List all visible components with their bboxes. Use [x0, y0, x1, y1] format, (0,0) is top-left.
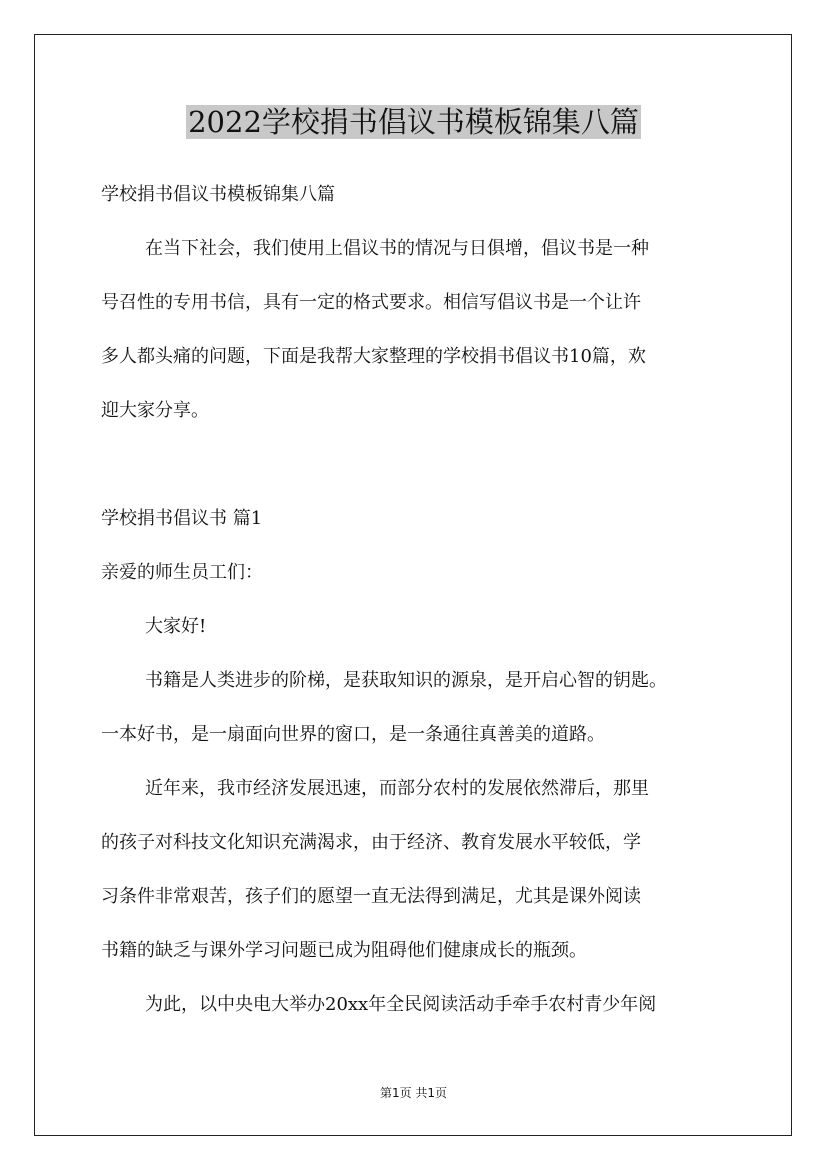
intro-line-2: 号召性的专用书信，具有一定的格式要求。相信写倡议书是一个让许: [101, 292, 641, 313]
section-heading: 学校捐书倡议书 篇1: [101, 508, 263, 529]
body-line-6: 书籍的缺乏与课外学习问题已成为阻碍他们健康成长的瓶颈。: [101, 940, 587, 961]
document-title: [0, 103, 827, 141]
page-number-footer: 第1页 共1页: [379, 1086, 448, 1100]
body-line-2: 一本好书，是一扇面向世界的窗口，是一条通往真善美的道路。: [101, 724, 605, 745]
intro-line-1: 在当下社会，我们使用上倡议书的情况与日俱增，倡议书是一种: [145, 238, 649, 259]
body-line-3: 近年来，我市经济发展迅速，而部分农村的发展依然滞后，那里: [145, 778, 649, 799]
intro-line-4: 迎大家分享。: [101, 400, 209, 421]
body-line-1: 书籍是人类进步的阶梯，是获取知识的源泉，是开启心智的钥匙。: [145, 670, 667, 691]
body-line-5: 习条件非常艰苦，孩子们的愿望一直无法得到满足，尤其是课外阅读: [101, 886, 641, 907]
salutation: 亲爱的师生员工们：: [101, 562, 263, 583]
document-subtitle: 学校捐书倡议书模板锦集八篇: [101, 184, 335, 205]
body-line-7: 为此，以中央电大举办20xx年全民阅读活动手牵手农村青少年阅: [145, 994, 657, 1015]
intro-line-3: 多人都头痛的问题，下面是我帮大家整理的学校捐书倡议书10篇，欢: [101, 346, 646, 367]
document-title-text: 2022学校捐书倡议书模板锦集八篇: [188, 105, 639, 139]
greeting: 大家好!: [145, 616, 207, 637]
body-line-4: 的孩子对科技文化知识充满渴求，由于经济、教育发展水平较低，学: [101, 832, 641, 853]
